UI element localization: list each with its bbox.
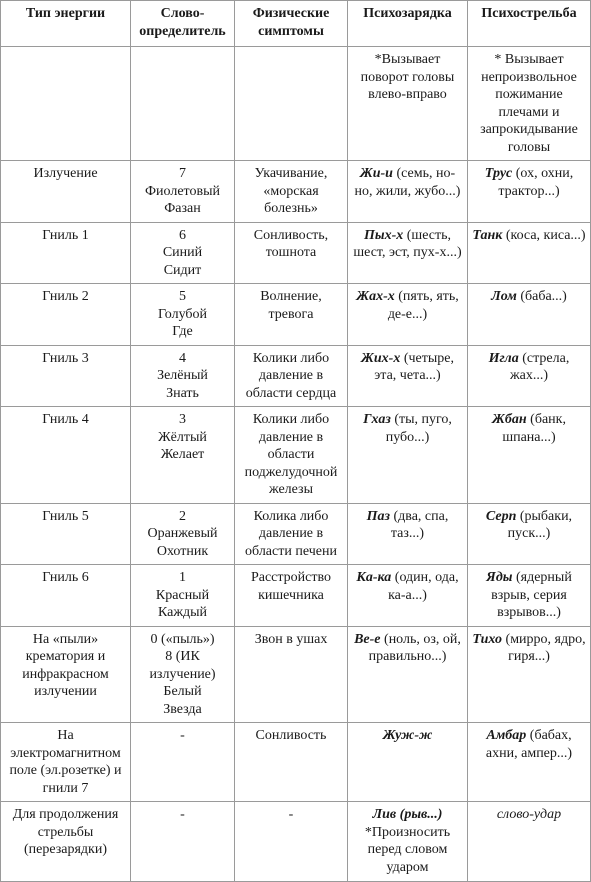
cell-energy-type: Гниль 1 bbox=[1, 222, 131, 284]
header-symptoms bbox=[235, 1, 348, 47]
charge-examples: (ты, пуго, пубо...) bbox=[386, 412, 452, 445]
table-row bbox=[1, 802, 591, 882]
charge-key: Ве-е bbox=[354, 632, 380, 647]
cell-charge bbox=[348, 802, 468, 882]
charge-examples: (шесть, шест, эст, пух-х...) bbox=[353, 228, 461, 261]
definer-number: 1 bbox=[134, 569, 231, 587]
definer-number: 0 («пыль») bbox=[134, 631, 231, 649]
definer-number: 7 bbox=[134, 165, 231, 183]
cell-symptom: Колики либо давление в области поджелудочной железы bbox=[235, 407, 348, 504]
header-row bbox=[1, 1, 591, 47]
cell-charge bbox=[348, 222, 468, 284]
cell-charge bbox=[348, 345, 468, 407]
cell-symptom: Расстройство кишечника bbox=[235, 565, 348, 627]
extra-rows bbox=[0, 626, 591, 882]
definer-color: Оранжевый bbox=[134, 525, 231, 543]
definer-number: 3 bbox=[134, 411, 231, 429]
shoot-key: Яды bbox=[486, 570, 512, 585]
shoot-key: Трус bbox=[485, 166, 512, 181]
shoot-examples: (коса, киса...) bbox=[502, 228, 585, 243]
shoot-examples: (ядерный взрыв, серия взрывов...) bbox=[491, 570, 572, 620]
header-symptoms-line-2: симптомы bbox=[238, 23, 344, 41]
cell-shoot bbox=[468, 407, 591, 504]
charge-key: Паз bbox=[367, 509, 390, 524]
shoot-key: Серп bbox=[486, 509, 516, 524]
cell-charge bbox=[348, 626, 468, 723]
shoot-examples: (стрела, жах...) bbox=[510, 351, 569, 384]
charge-examples: (два, спа, таз...) bbox=[390, 509, 448, 542]
cell-definer bbox=[131, 565, 235, 627]
cell-shoot bbox=[468, 345, 591, 407]
header-definer-line-2: определитель bbox=[134, 23, 231, 41]
table-row bbox=[1, 407, 591, 504]
cell-charge bbox=[348, 407, 468, 504]
header-energy-type: Тип энергии bbox=[1, 1, 131, 47]
cell-symptom: Укачивание, «морская болезнь» bbox=[235, 161, 348, 223]
table-row bbox=[1, 565, 591, 627]
charge-note: *Произносить перед словом ударом bbox=[351, 824, 464, 877]
shoot-examples: (мирро, ядро, гиря...) bbox=[502, 632, 586, 665]
definer-color: Красный bbox=[134, 587, 231, 605]
cell-energy-type: Гниль 4 bbox=[1, 407, 131, 504]
cell-shoot bbox=[468, 723, 591, 802]
cell-charge bbox=[348, 503, 468, 565]
table-row bbox=[1, 723, 591, 802]
table-row bbox=[1, 161, 591, 223]
definer-word: Где bbox=[134, 323, 231, 341]
cell-definer bbox=[131, 503, 235, 565]
cell-definer bbox=[131, 161, 235, 223]
cell-empty bbox=[131, 47, 235, 161]
shoot-examples: (рыбаки, пуск...) bbox=[508, 509, 572, 542]
cell-energy-type: Гниль 3 bbox=[1, 345, 131, 407]
charge-examples: (семь, но-но, жили, жубо...) bbox=[355, 166, 461, 199]
table-row bbox=[1, 47, 591, 161]
charge-examples: (ноль, оз, ой, правильно...) bbox=[369, 632, 461, 665]
definer-color: Жёлтый bbox=[134, 429, 231, 447]
cell-definer bbox=[131, 284, 235, 346]
definer-color: Белый bbox=[134, 683, 231, 701]
shoot-examples: (банк, шпана...) bbox=[502, 412, 566, 445]
table-row bbox=[1, 626, 591, 723]
cell-symptom: - bbox=[235, 802, 348, 882]
cell-definer: - bbox=[131, 723, 235, 802]
cell-energy-type: Гниль 5 bbox=[1, 503, 131, 565]
cell-energy-type: Гниль 6 bbox=[1, 565, 131, 627]
cell-shoot bbox=[468, 503, 591, 565]
charge-key: Жах-х bbox=[356, 289, 395, 304]
definer-color: Фиолетовый bbox=[134, 183, 231, 201]
definer-word: Сидит bbox=[134, 262, 231, 280]
charge-key: Пых-х bbox=[364, 228, 403, 243]
cell-charge bbox=[348, 723, 468, 802]
cell-shoot bbox=[468, 802, 591, 882]
charge-key: Жи-и bbox=[360, 166, 393, 181]
cell-charge bbox=[348, 565, 468, 627]
header-symptoms-line-1: Физические bbox=[238, 5, 344, 23]
cell-definer bbox=[131, 345, 235, 407]
cell-definer bbox=[131, 407, 235, 504]
charge-key: Гхаз bbox=[363, 412, 391, 427]
cell-charge bbox=[348, 161, 468, 223]
cell-energy-type: На электромагнитном поле (эл.розетке) и гнили 7 bbox=[1, 723, 131, 802]
charge-examples: (четыре, эта, чета...) bbox=[374, 351, 454, 384]
cell-shoot bbox=[468, 222, 591, 284]
definer-number: 6 bbox=[134, 227, 231, 245]
definer-word: Каждый bbox=[134, 604, 231, 622]
shoot-examples: (бабах, ахни, ампер...) bbox=[486, 728, 572, 761]
charge-key: Жуж-ж bbox=[383, 728, 433, 743]
cell-empty bbox=[235, 47, 348, 161]
definer-word: Фазан bbox=[134, 200, 231, 218]
charge-examples: (один, ода, ка-а...) bbox=[388, 570, 459, 603]
shoot-key: Танк bbox=[472, 228, 502, 243]
cell-definer bbox=[131, 222, 235, 284]
charge-key: Ка-ка bbox=[356, 570, 391, 585]
cell-charge-note: *Вызывает поворот головы влево-вправо bbox=[348, 47, 468, 161]
definer-number: 5 bbox=[134, 288, 231, 306]
cell-shoot bbox=[468, 161, 591, 223]
cell-shoot bbox=[468, 284, 591, 346]
cell-symptom: Звон в ушах bbox=[235, 626, 348, 723]
table-row bbox=[1, 284, 591, 346]
cell-energy-type: На «пыли» крематория и инфракрасном излучении bbox=[1, 626, 131, 723]
cell-shoot bbox=[468, 565, 591, 627]
definer-word: Охотник bbox=[134, 543, 231, 561]
definer-number-2: 8 (ИК излучение) bbox=[134, 648, 231, 683]
definer-word: Звезда bbox=[134, 701, 231, 719]
shoot-key: Жбан bbox=[492, 412, 527, 427]
shoot-key: Тихо bbox=[472, 632, 502, 647]
definer-color: Голубой bbox=[134, 306, 231, 324]
shoot-key: Игла bbox=[489, 351, 519, 366]
energy-table bbox=[0, 0, 591, 161]
definer-number: 4 bbox=[134, 350, 231, 368]
cell-energy-type: Гниль 2 bbox=[1, 284, 131, 346]
energy-rows bbox=[0, 160, 591, 627]
cell-charge bbox=[348, 284, 468, 346]
header-psycho-charge: Психозарядка bbox=[348, 1, 468, 47]
cell-shoot bbox=[468, 626, 591, 723]
cell-definer bbox=[131, 626, 235, 723]
shoot-examples: (баба...) bbox=[517, 289, 567, 304]
shoot-examples: (ох, охни, трактор...) bbox=[498, 166, 573, 199]
table-row bbox=[1, 503, 591, 565]
header-definer-line-1: Слово- bbox=[134, 5, 231, 23]
cell-definer: - bbox=[131, 802, 235, 882]
cell-energy-type: Излучение bbox=[1, 161, 131, 223]
header-psycho-shoot: Психострельба bbox=[468, 1, 591, 47]
definer-word: Знать bbox=[134, 385, 231, 403]
cell-shoot-note: * Вызывает непроизвольное пожимание плечами и запрокидывание головы bbox=[468, 47, 591, 161]
header-definer-word bbox=[131, 1, 235, 47]
shoot-word-strike: слово-удар bbox=[497, 807, 561, 822]
table-row bbox=[1, 345, 591, 407]
definer-color: Зелёный bbox=[134, 367, 231, 385]
shoot-key: Амбар bbox=[486, 728, 526, 743]
cell-symptom: Волнение, тревога bbox=[235, 284, 348, 346]
cell-symptom: Сонливость bbox=[235, 723, 348, 802]
cell-symptom: Колика либо давление в области печени bbox=[235, 503, 348, 565]
cell-symptom: Сонливость, тошнота bbox=[235, 222, 348, 284]
definer-color: Синий bbox=[134, 244, 231, 262]
definer-word: Желает bbox=[134, 446, 231, 464]
cell-energy-type: Для продолжения стрельбы (перезарядки) bbox=[1, 802, 131, 882]
definer-number: 2 bbox=[134, 508, 231, 526]
charge-examples: (пять, ять, де-е...) bbox=[388, 289, 459, 322]
table-row bbox=[1, 222, 591, 284]
cell-empty bbox=[1, 47, 131, 161]
charge-key: Жих-х bbox=[361, 351, 400, 366]
shoot-key: Лом bbox=[491, 289, 517, 304]
charge-key: Лив (рыв...) bbox=[351, 806, 464, 824]
cell-symptom: Колики либо давление в области сердца bbox=[235, 345, 348, 407]
